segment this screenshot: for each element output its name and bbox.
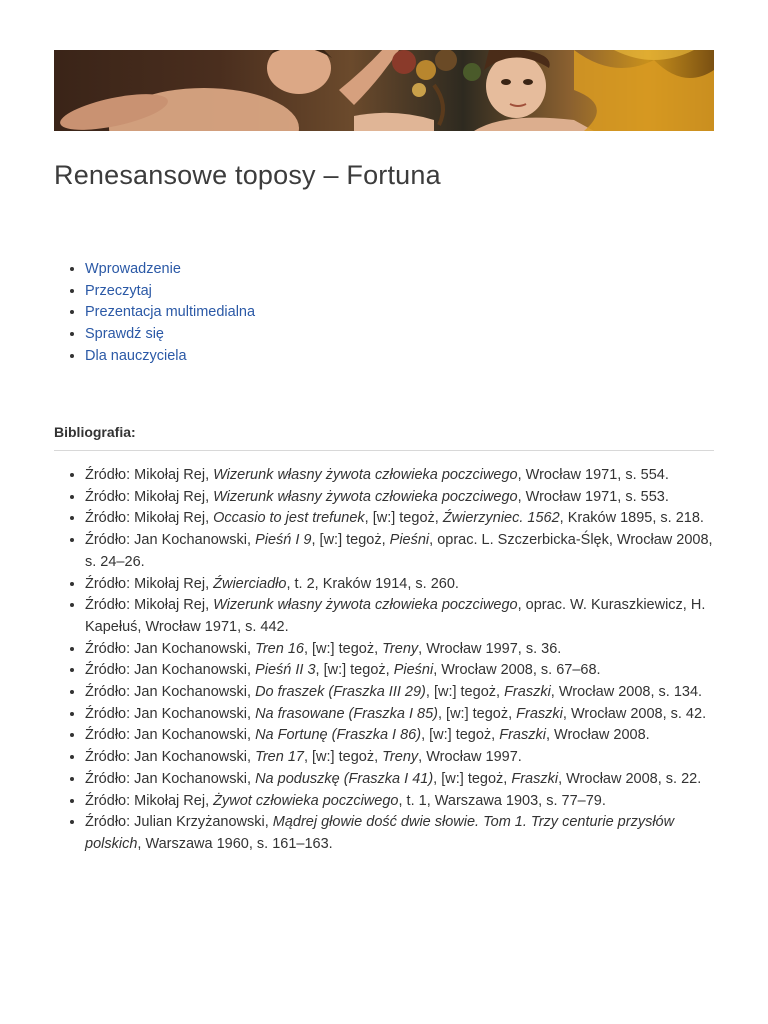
bibliography-entry xyxy=(85,508,714,530)
bibliography-title: Mądrej głowie dość dwie słowie. Tom 1. Trzy centurie przysłów polskich xyxy=(85,814,675,852)
bibliography-title: Wizerunk własny żywota człowieka poczciwego xyxy=(213,467,518,483)
bibliography-text: Źródło: Jan Kochanowski, xyxy=(85,532,256,549)
bibliography-title: Fraszki xyxy=(516,705,563,722)
toc-item-dla-nauczyciela xyxy=(85,346,255,368)
bibliography-title: Źwierciadło xyxy=(213,575,287,592)
bibliography-list xyxy=(54,465,714,856)
bibliography-text: , Warszawa 1960, s. 161–163. xyxy=(137,835,333,852)
bibliography-heading: Bibliografia: xyxy=(54,424,136,440)
bibliography-title: Fraszki xyxy=(511,770,559,787)
bibliography-text: , [w:] tegoż, xyxy=(311,532,390,549)
toc-item-prezentacja xyxy=(85,302,255,324)
toc-link-dla-nauczyciela[interactable]: Dla nauczyciela xyxy=(85,347,187,364)
bibliography-entry xyxy=(85,682,714,704)
bibliography-entry xyxy=(85,704,714,726)
bibliography-text: , Wrocław 2008. xyxy=(545,727,650,744)
bibliography-entry xyxy=(85,791,714,813)
table-of-contents xyxy=(54,259,255,368)
bibliography-text: Źródło: Jan Kochanowski, xyxy=(85,662,256,679)
toc-link-wprowadzenie[interactable]: Wprowadzenie xyxy=(85,261,181,277)
bibliography-entry xyxy=(85,725,714,747)
bibliography-text: Źródło: Mikołaj Rej, xyxy=(85,575,214,592)
bibliography-text: Źródło: Julian Krzyżanowski, xyxy=(85,814,273,831)
bibliography-text: , Wrocław 1971, s. 553. xyxy=(517,488,669,505)
bibliography-text: Źródło: Mikołaj Rej, xyxy=(85,488,214,505)
bibliography-text: , [w:] tegoż, xyxy=(438,705,517,722)
bibliography-text: Źródło: Jan Kochanowski, xyxy=(85,684,256,701)
bibliography-entry xyxy=(85,660,714,682)
bibliography-text: , [w:] tegoż, xyxy=(303,749,383,766)
bibliography-title: Do fraszek (Fraszka III 29) xyxy=(255,684,426,701)
bibliography-title: Na poduszkę (Fraszka I 41) xyxy=(255,770,434,787)
bibliography-entry xyxy=(85,530,714,573)
bibliography-text: , oprac. W. Kuraszkiewicz, H. Kapełuś, Wrocław 1971, s. 442. xyxy=(85,597,706,635)
toc-link-sprawdz-sie[interactable]: Sprawdź się xyxy=(85,326,164,343)
bibliography-text: , t. 2, Kraków 1914, s. 260. xyxy=(286,575,459,592)
bibliography-text: , Wrocław 1997, s. 36. xyxy=(418,640,562,657)
bibliography-title: Treny xyxy=(382,749,419,766)
bibliography-entry xyxy=(85,465,714,487)
bibliography-text: , [w:] tegoż, xyxy=(315,662,394,679)
section-divider xyxy=(54,450,714,451)
bibliography-text: , [w:] tegoż, xyxy=(421,727,500,744)
toc-link-prezentacja-multimedialna[interactable]: Prezentacja multimedialna xyxy=(85,304,256,321)
toc-item-wprowadzenie xyxy=(85,259,255,281)
bibliography-title: Pieśni xyxy=(393,662,434,679)
bibliography-text: Źródło: Mikołaj Rej, xyxy=(85,792,214,809)
bibliography-entry xyxy=(85,812,714,855)
bibliography-text: Źródło: Jan Kochanowski, xyxy=(85,749,256,766)
bibliography-title: Fraszki xyxy=(504,684,551,701)
bibliography-title: Pieśni xyxy=(389,532,430,549)
bibliography-text: , Wrocław 2008, s. 22. xyxy=(558,770,702,787)
bibliography-title: Pieśń II 3 xyxy=(255,662,316,679)
bibliography-text: Źródło: Mikołaj Rej, xyxy=(85,467,214,483)
bibliography-title: Żywot człowieka poczciwego xyxy=(213,792,399,809)
bibliography-title: Na Fortunę (Fraszka I 86) xyxy=(255,727,422,744)
bibliography-text: Źródło: Jan Kochanowski, xyxy=(85,640,256,657)
bibliography-title: Fraszki xyxy=(499,727,546,744)
bibliography-text: , Wrocław 1997. xyxy=(418,749,522,766)
bibliography-text: Źródło: Mikołaj Rej, xyxy=(85,597,214,614)
toc-link-przeczytaj[interactable]: Przeczytaj xyxy=(85,282,152,299)
bibliography-title: Źwierzyniec. 1562 xyxy=(442,510,560,527)
toc-item-sprawdz-sie xyxy=(85,324,255,346)
bibliography-entry xyxy=(85,769,714,791)
header-banner-image xyxy=(54,50,714,131)
bibliography-text: , Wrocław 1971, s. 554. xyxy=(517,467,669,483)
bibliography-title: Tren 16 xyxy=(255,640,304,657)
bibliography-text: , [w:] tegoż, xyxy=(303,640,383,657)
bibliography-entry xyxy=(85,747,714,769)
bibliography-text: , Wrocław 2008, s. 67–68. xyxy=(433,662,601,679)
bibliography-text: , [w:] tegoż, xyxy=(364,510,443,527)
bibliography-text: , Kraków 1895, s. 218. xyxy=(559,510,704,527)
bibliography-text: , [w:] tegoż, xyxy=(425,684,505,701)
bibliography-title: Wizerunk własny żywota człowieka poczciwego xyxy=(213,488,518,505)
painting-illustration xyxy=(54,50,714,131)
bibliography-text: , t. 1, Warszawa 1903, s. 77–79. xyxy=(398,792,606,809)
bibliography-entry xyxy=(85,595,714,638)
bibliography-entry xyxy=(85,487,714,509)
toc-item-przeczytaj xyxy=(85,281,255,303)
bibliography-text: Źródło: Jan Kochanowski, xyxy=(85,727,256,744)
bibliography-text: Źródło: Mikołaj Rej, xyxy=(85,510,214,527)
bibliography-entry xyxy=(85,639,714,661)
bibliography-text: , [w:] tegoż, xyxy=(433,770,512,787)
bibliography-title: Tren 17 xyxy=(255,749,304,766)
bibliography-title: Pieśń I 9 xyxy=(255,532,312,549)
bibliography-title: Wizerunk własny żywota człowieka poczciwego xyxy=(213,597,518,614)
bibliography-text: Źródło: Jan Kochanowski, xyxy=(85,705,256,722)
bibliography-text: , Wrocław 2008, s. 134. xyxy=(550,684,703,701)
bibliography-entry xyxy=(85,574,714,596)
bibliography-title: Treny xyxy=(382,640,419,657)
bibliography-text: , oprac. L. Szczerbicka-Ślęk, Wrocław 2008, s. 24–26. xyxy=(85,532,713,570)
bibliography-text: , Wrocław 2008, s. 42. xyxy=(562,705,707,722)
bibliography-title: Occasio to jest trefunek xyxy=(213,510,365,527)
bibliography-text: Źródło: Jan Kochanowski, xyxy=(85,770,256,787)
page-title: Renesansowe toposy – Fortuna xyxy=(54,160,441,190)
bibliography-title: Na frasowane (Fraszka I 85) xyxy=(255,705,438,722)
